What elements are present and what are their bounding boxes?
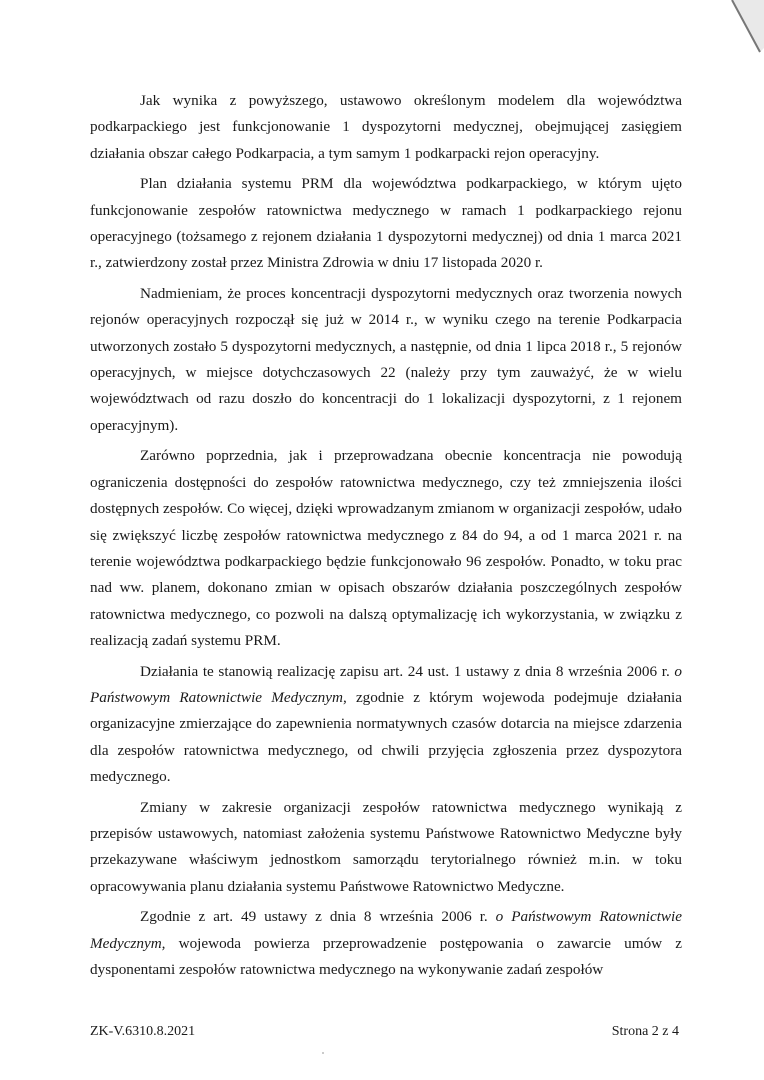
- paragraph: [90, 795, 682, 901]
- letter-body: [90, 88, 682, 983]
- text-run: wojewoda powierza przeprowadzenie postępowania o zawarcie umów z dysponentami zespołów ratownictwa medycznego na wykonywanie zadań zespołów: [90, 934, 682, 978]
- text-run: Plan działania systemu PRM dla województwa podkarpackiego, w którym ujęto funkcjonowanie zespołów ratownictwa medycznego w ramach 1 podkarpackiego rejonu operacyjnego (tożsamego z rejonem działania 1 dyspozytorni medycznej) od dnia 1 marca 2021 r., zatwierdzony został przez Ministra Zdrowia w dniu 17 listopada 2020 r.: [90, 175, 682, 272]
- text-run: Zmiany w zakresie organizacji zespołów ratownictwa medycznego wynikają z przepisów ustawowych, natomiast założenia systemu Państwowe Ratownictwo Medyczne były przekazywane właściwym jednostkom samorządu terytorialnego również m.in. w toku opracowywania planu działania systemu Państwowe Ratownictwo Medyczne.: [90, 798, 682, 895]
- paragraph: [90, 659, 682, 791]
- text-run: Działania te stanowią realizację zapisu art. 24 ust. 1 ustawy z dnia 8 września 2006 r.: [140, 662, 675, 680]
- page-corner-mark: [728, 0, 764, 60]
- paragraph: [90, 171, 682, 277]
- paragraph: [90, 904, 682, 983]
- page-number: Strona 2 z 4: [611, 1024, 679, 1039]
- scan-speck: [322, 1052, 324, 1054]
- text-run: Zarówno poprzednia, jak i przeprowadzana obecnie koncentracja nie powodują ograniczenia dostępności do zespołów ratownictwa medycznego, czy też zmniejszenia ilości dostępnych zespołów. Co więcej, dzięki wprowadzanym zmianom w organizacji zespołów, udało się zwiększyć liczbę zespołów ratownictwa medycznego z 84 do 94, a od 1 marca 2021 r. na terenie województwa podkarpackiego będzie funkcjonowało 96 zespołów. Ponadto, w toku prac nad ww. planem, dokonano zmian w opisach obszarów działania poszczególnych zespołów ratownictwa medycznego, co pozwoli na dalszą optymalizację ich wykorzystania, w związku z realizacją zadań systemu PRM.: [90, 447, 682, 650]
- text-run: , zgodnie z którym wojewoda podejmuje działania organizacyjne zmierzające do zapewnienia normatywnych czasów dotarcia na miejsce zdarzenia dla zespołów ratownictwa medycznego, od chwili przyjęcia zgłoszenia przez dyspozytora medycznego.: [90, 688, 682, 786]
- italic-title: o Państwowym Ratownictwie Medycznym,: [90, 908, 682, 952]
- paragraph: [90, 88, 682, 167]
- text-run: Nadmieniam, że proces koncentracji dyspozytorni medycznych oraz tworzenia nowych rejonów operacyjnych rozpoczął się już w 2014 r., w wyniku czego na terenie Podkarpacia utworzonych zostało 5 dyspozytorni medycznych, a następnie, od dnia 1 lipca 2018 r., 5 rejonów operacyjnych, w miejsce dotychczasowych 22 (należy przy tym zauważyć, że w wielu województwach od razu doszło do koncentracji do 1 lokalizacji dyspozytorni, z 1 rejonem operacyjnym).: [90, 284, 682, 434]
- italic-title: o Państwowym Ratownictwie Medycznym: [90, 662, 682, 706]
- text-run: Zgodnie z art. 49 ustawy z dnia 8 września 2006 r.: [140, 908, 496, 926]
- document-reference: ZK-V.6310.8.2021: [90, 1024, 196, 1039]
- paragraph: [90, 443, 682, 654]
- paragraph: [90, 281, 682, 439]
- text-run: Jak wynika z powyższego, ustawowo określonym modelem dla województwa podkarpackiego jest funkcjonowanie 1 dyspozytorni medycznej, obejmującej zasięgiem działania obszar całego Podkarpacia, a tym samym 1 podkarpacki rejon operacyjny.: [90, 92, 682, 162]
